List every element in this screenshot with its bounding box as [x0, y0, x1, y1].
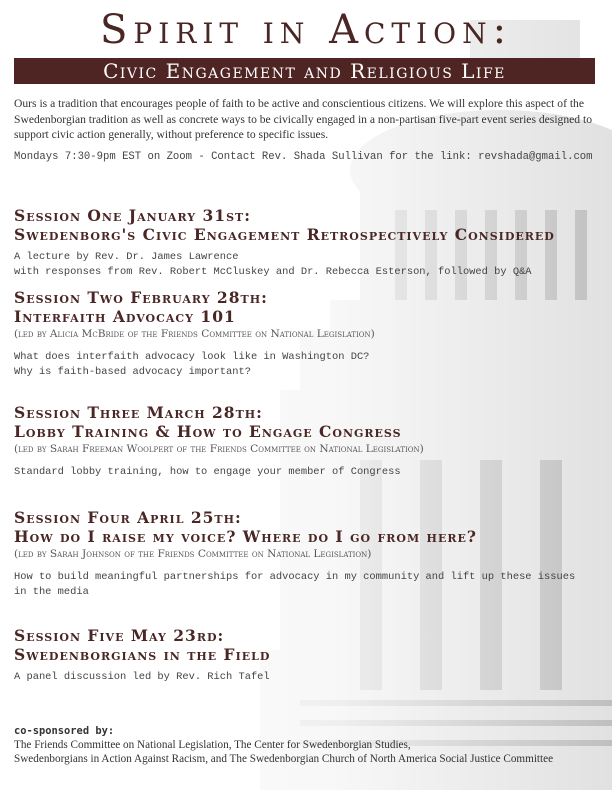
session-title: Interfaith Advocacy 101: [14, 307, 236, 326]
session-four: [14, 508, 604, 600]
session-heading: Session Three March 28th:: [14, 403, 263, 422]
session-three: [14, 403, 604, 480]
cosponsors-line: The Friends Committee on National Legislation, The Center for Swedenborgian Studies,: [14, 739, 411, 751]
session-description: A panel discussion led by Rev. Rich Tafel: [14, 671, 270, 683]
poster-title: Spirit in Action:: [99, 7, 513, 53]
session-description: Standard lobby training, how to engage your member of Congress: [14, 466, 401, 478]
session-five: [14, 626, 604, 685]
intro-paragraph: Ours is a tradition that encourages people of faith to be active and conscientious citizens. We will explore this aspect of the Swedenborgian tradition as well as concrete ways to be civically engaged in a non-partisan five-part event series designed to support civic action generally, without preference to specific issues.: [14, 97, 592, 141]
poster-subtitle-banner: Civic Engagement and Religious Life: [14, 58, 595, 84]
session-title: Swedenborgians in the Field: [14, 645, 271, 664]
session-led-by: (led by Sarah Freeman Woolpert of the Friends Committee on National Legislation): [14, 443, 424, 455]
session-one: [14, 206, 604, 280]
cosponsors-section: [14, 724, 604, 766]
session-heading: Session One January 31st:: [14, 206, 251, 225]
session-heading: Session Four April 25th:: [14, 508, 242, 527]
cosponsors-label: co-sponsored by:: [14, 725, 115, 737]
session-description: How to build meaningful partnerships for advocacy in my community and lift up these issues: [14, 571, 576, 583]
session-heading: Session Five May 23rd:: [14, 626, 225, 645]
meeting-info: Mondays 7:30-9pm EST on Zoom - Contact Rev. Shada Sullivan for the link: revshada@gmail.com: [14, 151, 593, 163]
session-two: [14, 288, 604, 380]
session-heading: Session Two February 28th:: [14, 288, 268, 307]
session-description: What does interfaith advocacy look like in Washington DC?: [14, 351, 370, 363]
session-title: Lobby Training & How to Engage Congress: [14, 422, 402, 441]
session-description: Why is faith-based advocacy important?: [14, 366, 251, 378]
session-description: A lecture by Rev. Dr. James Lawrence: [14, 251, 239, 263]
cosponsors-line: Swedenborgians in Action Against Racism, and The Swedenborgian Church of North America Social Justice Committee: [14, 753, 554, 765]
session-led-by: (led by Sarah Johnson of the Friends Committee on National Legislation): [14, 548, 372, 560]
session-title: How do I raise my voice? Where do I go from here?: [14, 527, 477, 546]
session-description: with responses from Rev. Robert McCluskey and Dr. Rebecca Esterson, followed by Q&A: [14, 266, 532, 278]
session-description: in the media: [14, 586, 89, 598]
session-title: Swedenborg's Civic Engagement Retrospectively Considered: [14, 225, 555, 244]
session-led-by: (led by Alicia McBride of the Friends Committee on National Legislation): [14, 328, 375, 340]
